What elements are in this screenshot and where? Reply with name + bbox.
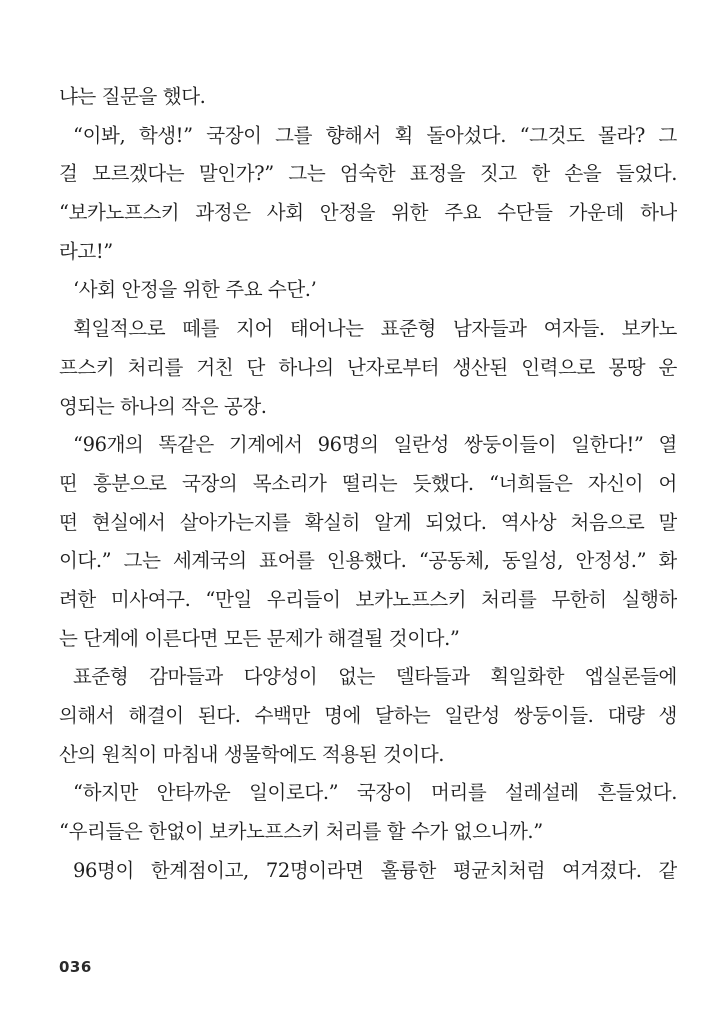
text-line: “96개의 똑같은 기계에서 96명의 일란성 쌍둥이들이 일한다!” 열 [73, 433, 677, 457]
text-line: 영되는 하나의 작은 공장. [59, 394, 267, 418]
text-line: 는 단계에 이른다면 모든 문제가 해결될 것이다.” [59, 626, 460, 650]
body-text [59, 78, 677, 890]
text-line: “보카노프스키 과정은 사회 안정을 위한 주요 수단들 가운데 하나 [59, 201, 677, 225]
text-line: 라고!” [59, 239, 113, 263]
text-line: “우리들은 한없이 보카노프스키 처리를 할 수가 없으니까.” [59, 820, 543, 844]
text-line: 획일적으로 떼를 지어 태어나는 표준형 남자들과 여자들. 보카노 [73, 317, 677, 341]
text-line: 프스키 처리를 거친 단 하나의 난자로부터 생산된 인력으로 몽땅 운 [59, 355, 677, 379]
text-line: 려한 미사여구. “만일 우리들이 보카노프스키 처리를 무한히 실행하 [59, 587, 677, 611]
text-line: 이다.” 그는 세계국의 표어를 인용했다. “공동체, 동일성, 안정성.” 화 [59, 549, 677, 573]
text-line: 의해서 해결이 된다. 수백만 명에 달하는 일란성 쌍둥이들. 대량 생 [59, 704, 677, 727]
text-line: 96명이 한계점이고, 72명이라면 훌륭한 평균치처럼 여겨졌다. 같 [73, 858, 677, 882]
text-line: 냐는 질문을 했다. [59, 85, 206, 108]
text-line: 띤 흥분으로 국장의 목소리가 떨리는 듯했다. “너희들은 자신이 어 [59, 471, 677, 495]
text-line: ‘사회 안정을 위한 주요 수단.’ [73, 278, 317, 302]
text-line: 표준형 감마들과 다양성이 없는 델타들과 획일화한 엡실론들에 [73, 665, 677, 689]
text-line: 떤 현실에서 살아가는지를 확실히 알게 되었다. 역사상 처음으로 말 [59, 510, 677, 534]
page-number: 036 [59, 958, 92, 976]
text-line: 산의 원칙이 마침내 생물학에도 적용된 것이다. [59, 742, 445, 766]
text-line: 걸 모르겠다는 말인가?” 그는 엄숙한 표정을 짓고 한 손을 들었다. [59, 162, 677, 186]
text-line: “이봐, 학생!” 국장이 그를 향해서 획 돌아섰다. “그것도 몰라? 그 [73, 123, 677, 147]
text-line: “하지만 안타까운 일이로다.” 국장이 머리를 설레설레 흔들었다. [73, 781, 677, 805]
